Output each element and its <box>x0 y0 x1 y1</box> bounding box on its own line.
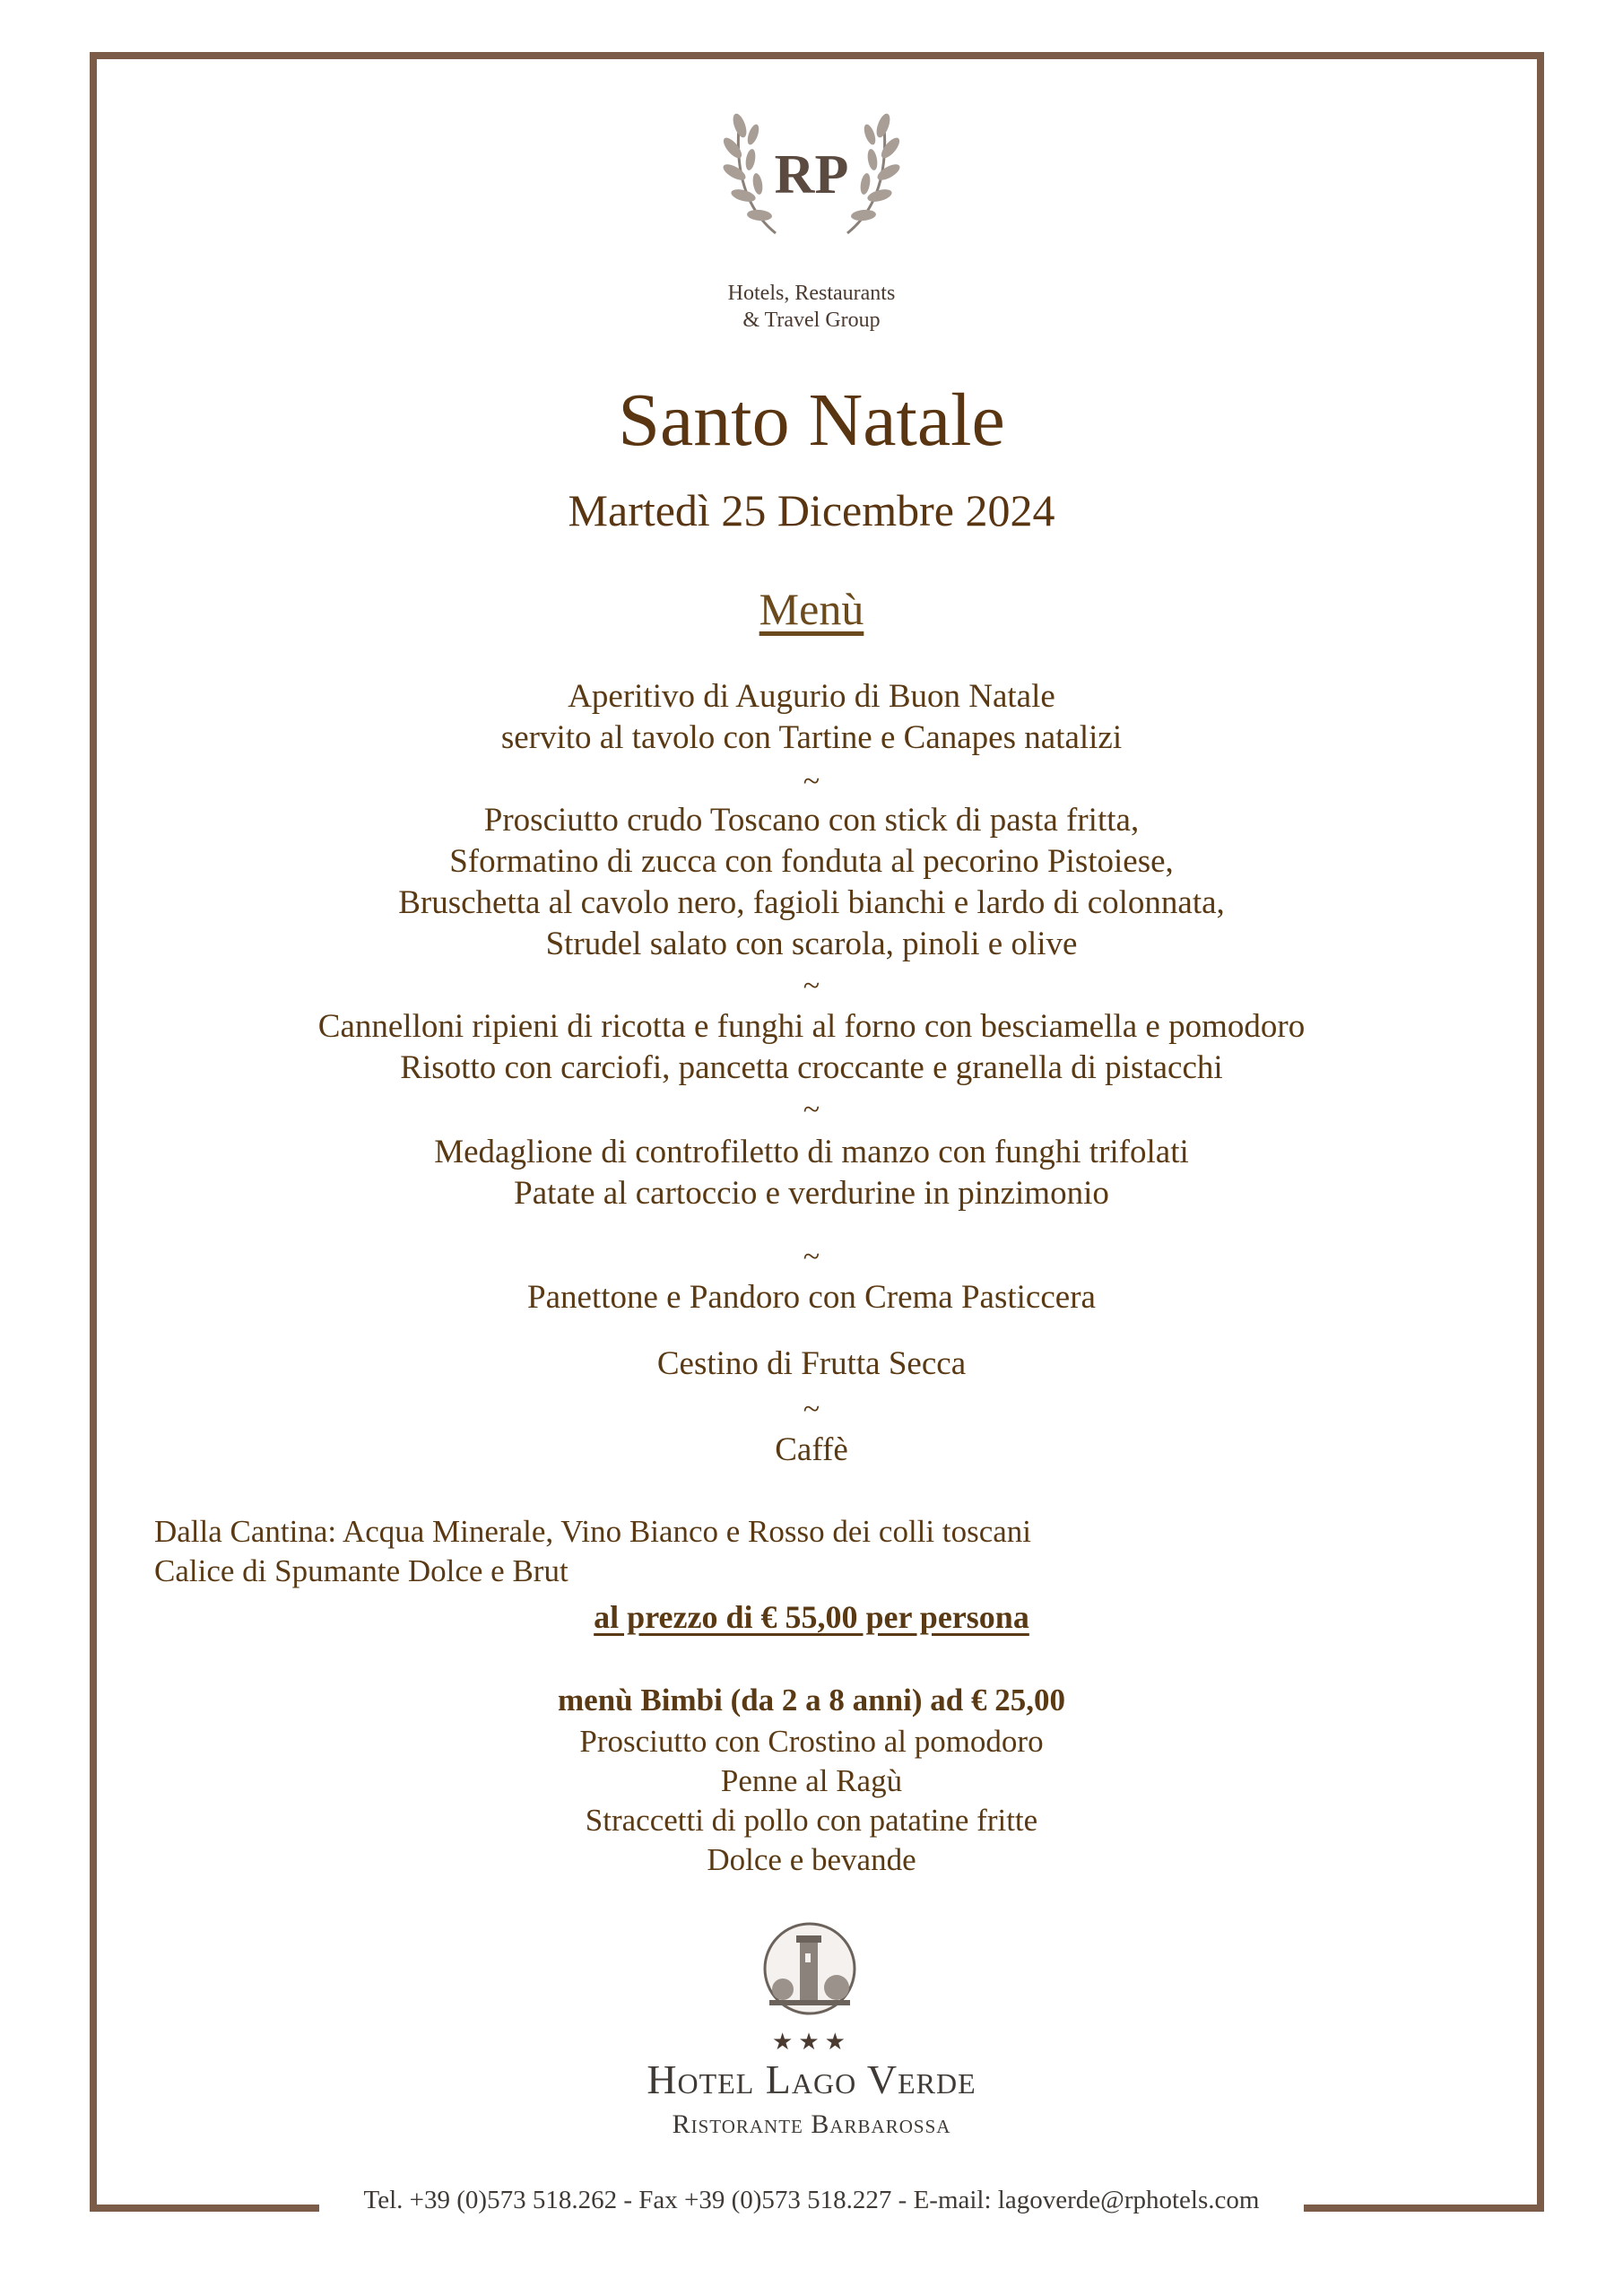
course-separator: ~ <box>803 1093 820 1126</box>
hotel-tower-logo <box>760 1919 859 2027</box>
svg-text:RP: RP <box>774 144 849 205</box>
footer-contact: Tel. +39 (0)573 518.262 - Fax +39 (0)573 518.227 - E-mail: lagoverde@rphotels.com <box>319 2178 1304 2222</box>
price-per-person: al prezzo di € 55,00 per persona <box>594 1599 1029 1635</box>
restaurant-name: Ristorante Barbarossa <box>672 2109 951 2139</box>
course-1-line-2: servito al tavolo con Tartine e Canapes natalizi <box>500 719 1123 756</box>
page-title: Santo Natale <box>618 378 1005 462</box>
wine-line-2: Calice di Spumante Dolce e Brut <box>154 1553 568 1588</box>
kids-menu-heading: menù Bimbi (da 2 a 8 anni) ad € 25,00 <box>558 1683 1065 1718</box>
course-separator: ~ <box>803 1393 820 1426</box>
course-2-line-1: Prosciutto crudo Toscano con stick di pasta fritta, <box>483 802 1140 839</box>
logo-subtitle-line2: & Travel Group <box>742 309 881 332</box>
event-date: Martedì 25 Dicembre 2024 <box>568 485 1055 535</box>
course-3-line-2: Risotto con carciofi, pancetta croccante e granella di pistacchi <box>400 1049 1223 1086</box>
menu-heading: Menù <box>759 584 864 634</box>
rp-laurel-logo <box>713 99 910 242</box>
kids-menu-item: Straccetti di pollo con patatine fritte <box>585 1803 1038 1838</box>
course-5-line-1: Panettone e Pandoro con Crema Pasticcera <box>527 1279 1096 1316</box>
wine-line-1: Dalla Cantina: Acqua Minerale, Vino Bianco e Rosso dei colli toscani <box>154 1514 1032 1549</box>
course-1-line-1: Aperitivo di Augurio di Buon Natale <box>568 678 1055 715</box>
course-separator: ~ <box>803 970 820 1003</box>
kids-menu-item: Prosciutto con Crostino al pomodoro <box>579 1724 1044 1759</box>
hotel-rating-stars: ★★★ <box>772 2029 851 2055</box>
kids-menu-item: Dolce e bevande <box>707 1842 916 1877</box>
hotel-name: Hotel Lago Verde <box>647 2057 976 2102</box>
course-4-line-1: Medaglione di controfiletto di manzo con funghi trifolati <box>434 1134 1189 1170</box>
course-4-line-2: Patate al cartoccio e verdurine in pinzimonio <box>514 1175 1109 1212</box>
course-separator: ~ <box>803 1240 820 1274</box>
kids-menu-item: Penne al Ragù <box>720 1763 903 1798</box>
course-separator: ~ <box>803 765 820 798</box>
course-3-line-1: Cannelloni ripieni di ricotta e funghi al forno con besciamella e pomodoro <box>317 1008 1306 1045</box>
course-2-line-2: Sformatino di zucca con fonduta al pecorino Pistoiese, <box>449 843 1174 880</box>
course-2-line-3: Bruschetta al cavolo nero, fagioli bianchi e lardo di colonnata, <box>398 884 1225 921</box>
logo-subtitle-line1: Hotels, Restaurants <box>727 282 896 305</box>
course-6-line-1: Caffè <box>775 1431 848 1468</box>
course-5-line-2: Cestino di Frutta Secca <box>656 1345 967 1382</box>
course-2-line-4: Strudel salato con scarola, pinoli e olive <box>545 926 1078 962</box>
